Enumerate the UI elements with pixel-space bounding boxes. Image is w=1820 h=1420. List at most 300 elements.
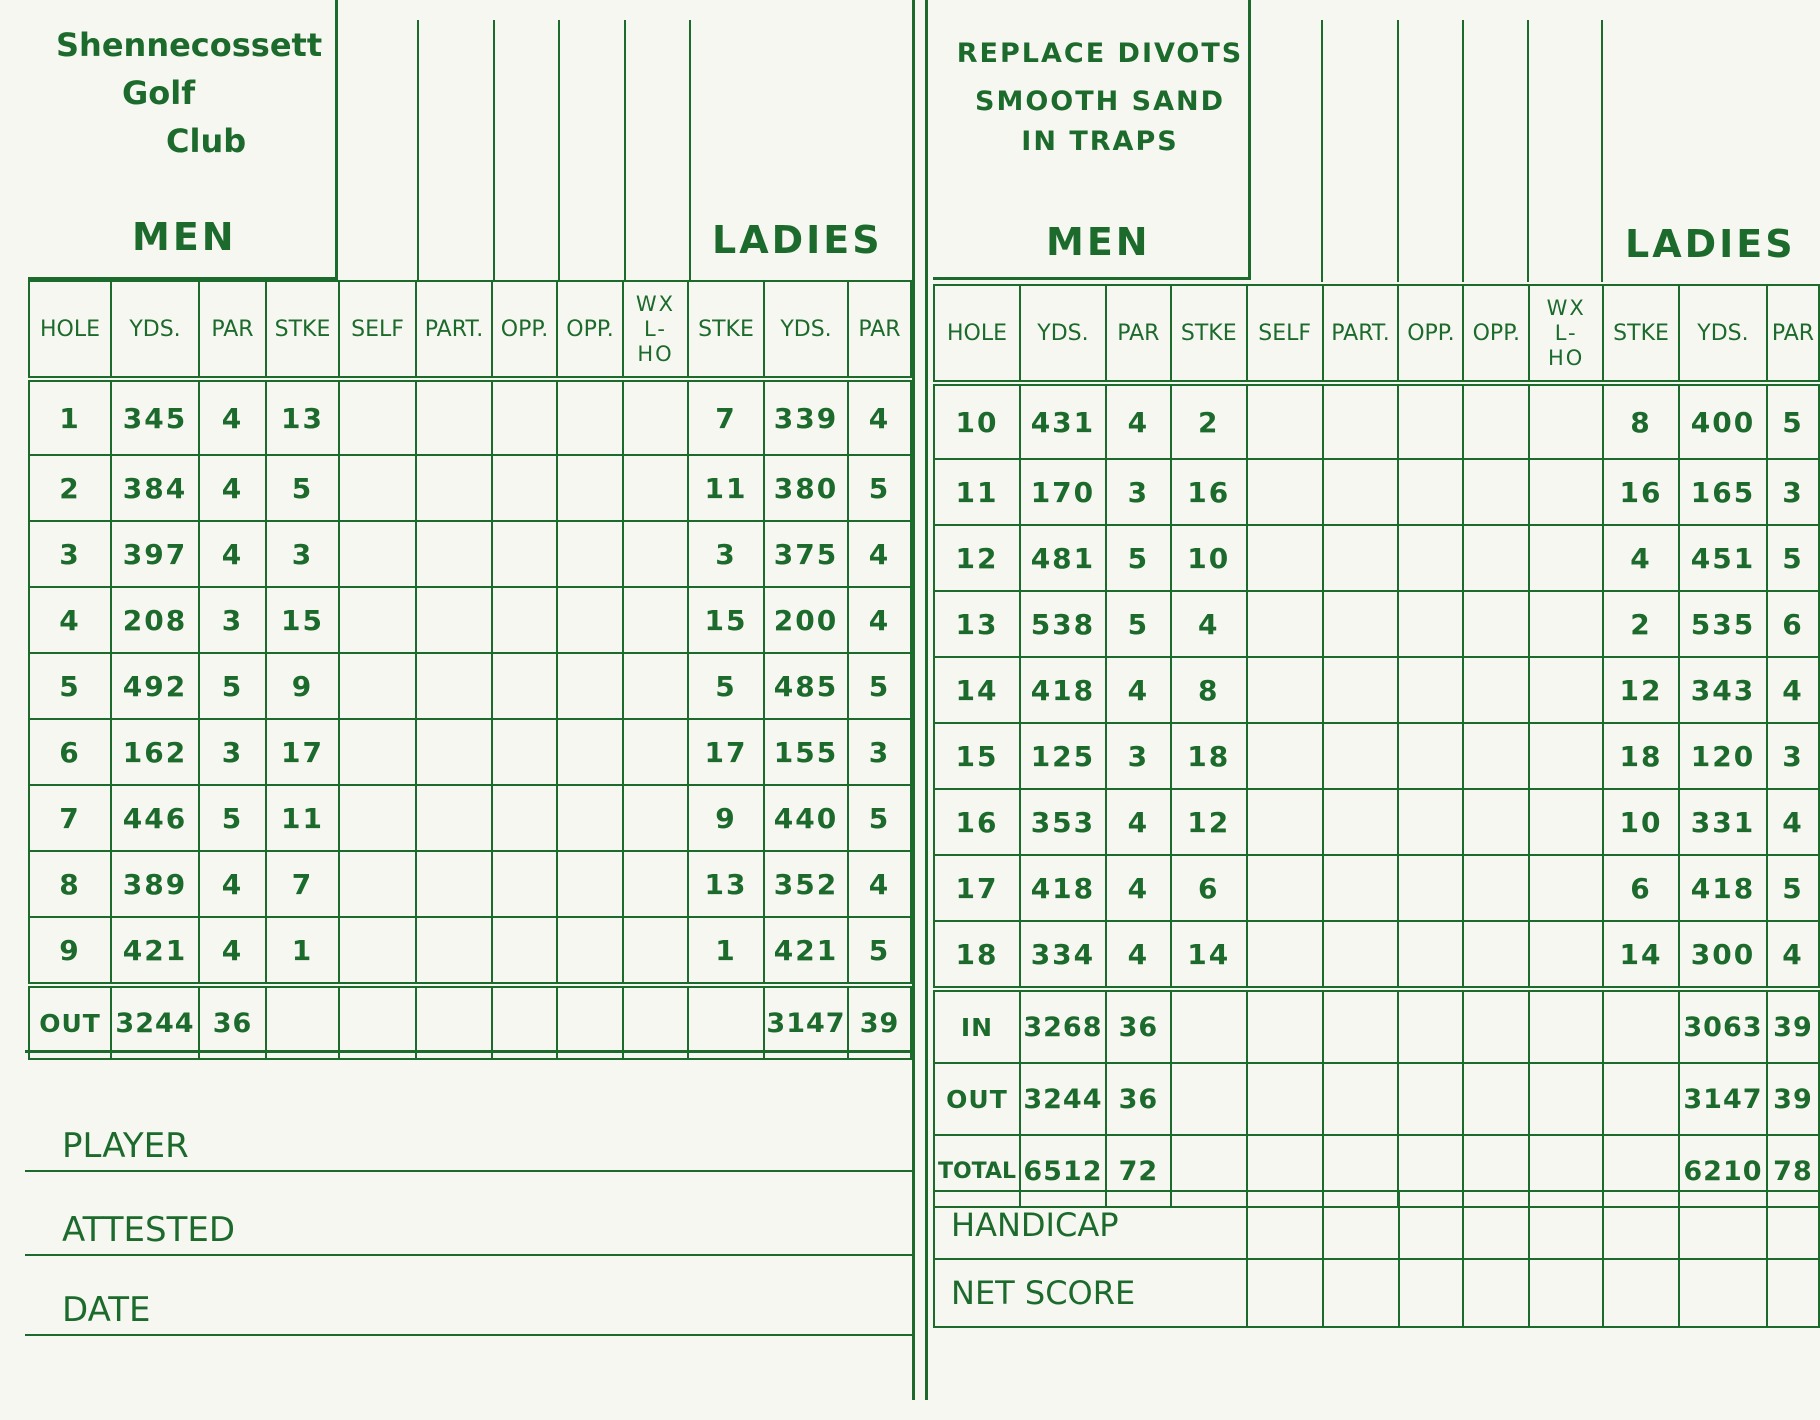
partner-score-cell[interactable] — [416, 985, 492, 1059]
opponent-1-score-cell[interactable] — [1398, 1063, 1463, 1135]
hole-row — [29, 785, 911, 851]
ladies-par-cell: 4 — [848, 851, 911, 917]
men-stroke-cell: 11 — [266, 785, 339, 851]
header-opponent-1-score: OPP. — [1398, 285, 1463, 383]
footer-top-rule — [25, 1050, 913, 1053]
hole-cell: IN — [934, 989, 1020, 1063]
header-men-stroke: STKE — [1171, 285, 1247, 383]
opponent-1-score-cell[interactable] — [1398, 723, 1463, 789]
wx-lho-cell[interactable] — [623, 719, 688, 785]
header-opponent-2-score: OPP. — [1463, 285, 1529, 383]
opponent-2-score-cell[interactable] — [557, 917, 623, 985]
opponent-2-score-cell[interactable] — [557, 587, 623, 653]
men-yards-cell: 125 — [1020, 723, 1106, 789]
men-par-cell: 5 — [199, 785, 266, 851]
opponent-1-score-cell[interactable] — [492, 851, 557, 917]
opponent-2-score-cell[interactable] — [1463, 921, 1529, 989]
ladies-yards-cell: 120 — [1679, 723, 1767, 789]
opponent-1-score-cell[interactable] — [492, 917, 557, 985]
men-par-cell: 3 — [199, 719, 266, 785]
opponent-1-score-cell[interactable] — [492, 719, 557, 785]
wx-lho-cell[interactable] — [1529, 657, 1603, 723]
header-partner-score: PART. — [1323, 285, 1399, 383]
date-label: DATE — [62, 1290, 151, 1330]
ladies-yards-cell: 331 — [1679, 789, 1767, 855]
men-stroke-cell: 8 — [1171, 657, 1247, 723]
self-score-cell[interactable] — [1247, 383, 1323, 459]
hole-cell: 12 — [934, 525, 1020, 591]
hole-row — [29, 917, 911, 985]
header-hole: HOLE — [29, 281, 111, 379]
header-wx-lho — [623, 281, 688, 379]
player-label: PLAYER — [62, 1126, 189, 1166]
header-ladies-par: PAR — [848, 281, 911, 379]
self-score-cell[interactable] — [1247, 657, 1323, 723]
men-stroke-cell: 12 — [1171, 789, 1247, 855]
men-par-cell: 5 — [1106, 525, 1171, 591]
hole-cell: 7 — [29, 785, 111, 851]
net-score-cell[interactable] — [1767, 1259, 1819, 1327]
opponent-2-score-cell[interactable] — [557, 985, 623, 1059]
column-divider — [1321, 20, 1323, 282]
men-label: MEN — [1046, 220, 1151, 264]
column-divider — [624, 20, 626, 282]
in-total-row — [934, 989, 1819, 1063]
ladies-par-cell: 6 — [1767, 591, 1819, 657]
wx-lho-cell[interactable] — [1529, 855, 1603, 921]
ladies-stroke-cell: 2 — [1603, 591, 1679, 657]
header-ladies-yards: YDS. — [764, 281, 848, 379]
header-men-yards: YDS. — [1020, 285, 1106, 383]
opponent-1-score-cell[interactable] — [492, 521, 557, 587]
ladies-par-cell: 5 — [848, 455, 911, 521]
hole-cell: OUT — [934, 1063, 1020, 1135]
ladies-yards-cell: 300 — [1679, 921, 1767, 989]
opponent-1-score-cell[interactable] — [1398, 459, 1463, 525]
wx-lho-line: L- — [1554, 320, 1578, 345]
ladies-stroke-cell: 18 — [1603, 723, 1679, 789]
net-score-cell[interactable] — [1247, 1259, 1323, 1327]
handicap-row — [934, 1191, 1819, 1259]
self-score-cell[interactable] — [339, 917, 416, 985]
men-yards-cell: 418 — [1020, 657, 1106, 723]
self-score-cell[interactable] — [339, 851, 416, 917]
ladies-stroke-cell: 6 — [1603, 855, 1679, 921]
self-score-cell[interactable] — [1247, 459, 1323, 525]
men-par-cell: 3 — [1106, 459, 1171, 525]
self-score-cell[interactable] — [1247, 525, 1323, 591]
opponent-1-score-cell[interactable] — [1398, 921, 1463, 989]
men-par-cell: 4 — [1106, 789, 1171, 855]
opponent-1-score-cell[interactable] — [492, 785, 557, 851]
self-score-cell[interactable] — [1247, 921, 1323, 989]
wx-lho-cell[interactable] — [1529, 383, 1603, 459]
hole-cell: 18 — [934, 921, 1020, 989]
wx-lho-cell[interactable] — [623, 785, 688, 851]
men-par-cell: 4 — [199, 917, 266, 985]
back-nine-table — [933, 284, 1820, 1208]
opponent-1-score-cell[interactable] — [492, 587, 557, 653]
header-hole: HOLE — [934, 285, 1020, 383]
player-signature-line[interactable] — [25, 1170, 913, 1172]
opponent-1-score-cell[interactable] — [1398, 525, 1463, 591]
opponent-2-score-cell[interactable] — [1463, 657, 1529, 723]
partner-score-cell[interactable] — [1323, 855, 1399, 921]
partner-score-cell[interactable] — [416, 785, 492, 851]
wx-lho-cell[interactable] — [623, 653, 688, 719]
out-total-row — [934, 1063, 1819, 1135]
ladies-yards-cell: 485 — [764, 653, 848, 719]
opponent-2-score-cell[interactable] — [1463, 723, 1529, 789]
header-men-yards: YDS. — [111, 281, 199, 379]
header-ladies-stroke: STKE — [688, 281, 764, 379]
partner-score-cell[interactable] — [416, 587, 492, 653]
notice-line-1: REPLACE DIVOTS — [956, 38, 1244, 69]
handicap-cell[interactable] — [1247, 1191, 1323, 1259]
self-score-cell[interactable] — [339, 653, 416, 719]
column-header-row — [29, 281, 911, 379]
ladies-stroke-cell — [1603, 1063, 1679, 1135]
header-ladies-yards: YDS. — [1679, 285, 1767, 383]
ladies-yards-cell: 535 — [1679, 591, 1767, 657]
ladies-yards-cell: 380 — [764, 455, 848, 521]
men-yards-cell: 389 — [111, 851, 199, 917]
wx-lho-cell[interactable] — [623, 379, 688, 455]
column-divider — [493, 20, 495, 282]
wx-lho-line: WX — [1546, 295, 1586, 320]
partner-score-cell[interactable] — [1323, 723, 1399, 789]
self-score-cell[interactable] — [1247, 591, 1323, 657]
men-yards-cell: 345 — [111, 379, 199, 455]
ladies-stroke-cell: 11 — [688, 455, 764, 521]
ladies-yards-cell: 400 — [1679, 383, 1767, 459]
self-score-cell[interactable] — [1247, 1063, 1323, 1135]
wx-lho-cell[interactable] — [623, 985, 688, 1059]
self-score-cell[interactable] — [339, 719, 416, 785]
self-score-cell[interactable] — [1247, 789, 1323, 855]
partner-score-cell[interactable] — [416, 455, 492, 521]
ladies-yards-cell: 375 — [764, 521, 848, 587]
men-stroke-cell: 9 — [266, 653, 339, 719]
opponent-2-score-cell[interactable] — [1463, 591, 1529, 657]
partner-score-cell[interactable] — [1323, 1063, 1399, 1135]
header-self-score: SELF — [339, 281, 416, 379]
self-score-cell[interactable] — [1247, 989, 1323, 1063]
ladies-stroke-cell: 14 — [1603, 921, 1679, 989]
partner-score-cell[interactable] — [1323, 989, 1399, 1063]
opponent-1-score-cell[interactable] — [1398, 383, 1463, 459]
ladies-par-cell: 3 — [1767, 459, 1819, 525]
ladies-par-cell: 5 — [1767, 525, 1819, 591]
opponent-2-score-cell[interactable] — [1463, 1063, 1529, 1135]
opponent-2-score-cell[interactable] — [557, 785, 623, 851]
ladies-par-cell: 5 — [1767, 383, 1819, 459]
self-score-cell[interactable] — [339, 985, 416, 1059]
men-yards-cell: 208 — [111, 587, 199, 653]
wx-lho-cell[interactable] — [1529, 723, 1603, 789]
opponent-2-score-cell[interactable] — [557, 455, 623, 521]
net-score-cell[interactable] — [1603, 1259, 1679, 1327]
column-divider — [417, 20, 419, 282]
handicap-cell[interactable] — [1529, 1191, 1603, 1259]
handicap-cell[interactable] — [1767, 1191, 1819, 1259]
opponent-1-score-cell[interactable] — [1398, 591, 1463, 657]
ladies-stroke-cell: 1 — [688, 917, 764, 985]
partner-score-cell[interactable] — [416, 719, 492, 785]
opponent-2-score-cell[interactable] — [1463, 459, 1529, 525]
men-par-cell: 3 — [199, 587, 266, 653]
men-stroke-cell: 17 — [266, 719, 339, 785]
partner-score-cell[interactable] — [1323, 525, 1399, 591]
ladies-label: LADIES — [1625, 222, 1796, 266]
ladies-label: LADIES — [712, 218, 883, 262]
opponent-1-score-cell[interactable] — [492, 455, 557, 521]
ladies-yards-cell: 343 — [1679, 657, 1767, 723]
handicap-cell[interactable] — [1463, 1191, 1529, 1259]
wx-lho-line: HO — [1548, 345, 1585, 370]
opponent-2-score-cell[interactable] — [557, 521, 623, 587]
hole-cell: 10 — [934, 383, 1020, 459]
notice-line-3: IN TRAPS — [1021, 126, 1179, 157]
header-ladies-stroke: STKE — [1603, 285, 1679, 383]
handicap-label: HANDICAP — [934, 1191, 1247, 1259]
opponent-2-score-cell[interactable] — [1463, 525, 1529, 591]
attested-label: ATTESTED — [62, 1210, 236, 1250]
ladies-par-cell: 3 — [848, 719, 911, 785]
wx-lho-cell[interactable] — [623, 455, 688, 521]
ladies-stroke-cell: 15 — [688, 587, 764, 653]
opponent-1-score-cell[interactable] — [1398, 855, 1463, 921]
ladies-par-cell: 4 — [1767, 657, 1819, 723]
ladies-yards-cell: 352 — [764, 851, 848, 917]
handicap-cell[interactable] — [1603, 1191, 1679, 1259]
ladies-stroke-cell: 5 — [688, 653, 764, 719]
header-opponent-2-score: OPP. — [557, 281, 623, 379]
header-opponent-1-score: OPP. — [492, 281, 557, 379]
self-score-cell[interactable] — [1247, 723, 1323, 789]
handicap-cell[interactable] — [1679, 1191, 1767, 1259]
hole-cell: 3 — [29, 521, 111, 587]
opponent-2-score-cell[interactable] — [557, 851, 623, 917]
back-nine-panel — [930, 0, 1820, 1420]
column-divider — [1527, 20, 1529, 282]
wx-lho-cell[interactable] — [623, 587, 688, 653]
ladies-yards-cell: 155 — [764, 719, 848, 785]
men-yards-cell: 3244 — [1020, 1063, 1106, 1135]
men-par-cell: 4 — [1106, 921, 1171, 989]
men-par-cell: 4 — [1106, 855, 1171, 921]
opponent-2-score-cell[interactable] — [557, 379, 623, 455]
ladies-par-cell: 4 — [1767, 789, 1819, 855]
net-score-cell[interactable] — [1323, 1259, 1399, 1327]
header-men-stroke: STKE — [266, 281, 339, 379]
ladies-par-cell: 5 — [848, 785, 911, 851]
hole-row — [934, 855, 1819, 921]
ladies-stroke-cell: 9 — [688, 785, 764, 851]
ladies-stroke-cell: 4 — [1603, 525, 1679, 591]
opponent-1-score-cell[interactable] — [492, 985, 557, 1059]
partner-score-cell[interactable] — [416, 917, 492, 985]
column-divider — [1601, 20, 1603, 282]
opponent-2-score-cell[interactable] — [1463, 789, 1529, 855]
self-score-cell[interactable] — [1247, 855, 1323, 921]
wx-lho-cell[interactable] — [1529, 459, 1603, 525]
wx-lho-cell[interactable] — [1529, 789, 1603, 855]
partner-score-cell[interactable] — [1323, 459, 1399, 525]
ladies-par-cell: 39 — [1767, 989, 1819, 1063]
wx-lho-cell[interactable] — [1529, 989, 1603, 1063]
partner-score-cell[interactable] — [1323, 591, 1399, 657]
header-partner-score: PART. — [416, 281, 492, 379]
men-stroke-cell: 15 — [266, 587, 339, 653]
wx-lho-cell[interactable] — [1529, 1063, 1603, 1135]
ladies-yards-cell: 165 — [1679, 459, 1767, 525]
ladies-stroke-cell: 3 — [688, 521, 764, 587]
column-divider — [689, 20, 691, 282]
opponent-1-score-cell[interactable] — [1398, 789, 1463, 855]
men-par-cell: 4 — [199, 455, 266, 521]
ladies-stroke-cell: 12 — [1603, 657, 1679, 723]
partner-score-cell[interactable] — [416, 851, 492, 917]
net-score-cell[interactable] — [1463, 1259, 1529, 1327]
men-stroke-cell: 2 — [1171, 383, 1247, 459]
header-self-score: SELF — [1247, 285, 1323, 383]
men-stroke-cell: 4 — [1171, 591, 1247, 657]
column-divider — [558, 20, 560, 282]
handicap-table — [933, 1190, 1820, 1328]
opponent-1-score-cell[interactable] — [1398, 657, 1463, 723]
partner-score-cell[interactable] — [1323, 789, 1399, 855]
partner-score-cell[interactable] — [1323, 921, 1399, 989]
men-stroke-cell: 10 — [1171, 525, 1247, 591]
net-score-cell[interactable] — [1399, 1259, 1464, 1327]
wx-lho-cell[interactable] — [623, 521, 688, 587]
column-header-row — [934, 285, 1819, 383]
hole-cell: 13 — [934, 591, 1020, 657]
net-score-cell[interactable] — [1529, 1259, 1603, 1327]
wx-lho-cell[interactable] — [1529, 591, 1603, 657]
ladies-stroke-cell: 13 — [688, 851, 764, 917]
hole-cell: 9 — [29, 917, 111, 985]
men-yards-cell: 421 — [111, 917, 199, 985]
partner-score-cell[interactable] — [416, 379, 492, 455]
opponent-1-score-cell[interactable] — [1398, 989, 1463, 1063]
opponent-2-score-cell[interactable] — [1463, 855, 1529, 921]
ladies-par-cell: 78 — [1767, 1135, 1819, 1207]
net-score-cell[interactable] — [1679, 1259, 1767, 1327]
men-stroke-cell: 3 — [266, 521, 339, 587]
club-name-line-2: Golf — [122, 74, 196, 112]
wx-lho-cell[interactable] — [1529, 921, 1603, 989]
men-yards-cell: 3268 — [1020, 989, 1106, 1063]
ladies-par-cell: 5 — [1767, 855, 1819, 921]
ladies-yards-cell: 6210 — [1679, 1135, 1767, 1207]
hole-row — [29, 587, 911, 653]
self-score-cell[interactable] — [339, 455, 416, 521]
hole-cell: 2 — [29, 455, 111, 521]
hole-row — [934, 723, 1819, 789]
hole-row — [934, 789, 1819, 855]
hole-row — [934, 459, 1819, 525]
partner-score-cell[interactable] — [1323, 383, 1399, 459]
hole-row — [934, 525, 1819, 591]
net-score-row — [934, 1259, 1819, 1327]
men-par-cell: 3 — [1106, 723, 1171, 789]
ladies-yards-cell: 3147 — [764, 985, 848, 1059]
opponent-1-score-cell[interactable] — [492, 379, 557, 455]
hole-cell: 15 — [934, 723, 1020, 789]
men-yards-cell: 334 — [1020, 921, 1106, 989]
wx-lho-cell[interactable] — [623, 851, 688, 917]
ladies-yards-cell: 200 — [764, 587, 848, 653]
self-score-cell[interactable] — [339, 379, 416, 455]
men-yards-cell: 384 — [111, 455, 199, 521]
ladies-yards-cell: 3147 — [1679, 1063, 1767, 1135]
men-stroke-cell — [266, 985, 339, 1059]
men-par-cell: 4 — [1106, 383, 1171, 459]
men-stroke-cell: 7 — [266, 851, 339, 917]
men-par-cell: 4 — [199, 521, 266, 587]
header-ladies-par: PAR — [1767, 285, 1819, 383]
column-divider — [1462, 20, 1464, 282]
hole-cell: 5 — [29, 653, 111, 719]
opponent-1-score-cell[interactable] — [492, 653, 557, 719]
opponent-2-score-cell[interactable] — [557, 653, 623, 719]
men-yards-cell: 6512 — [1020, 1135, 1106, 1207]
handicap-cell[interactable] — [1323, 1191, 1399, 1259]
wx-lho-cell[interactable] — [1529, 525, 1603, 591]
fold-line — [912, 0, 915, 1400]
hole-cell: 16 — [934, 789, 1020, 855]
partner-score-cell[interactable] — [1323, 657, 1399, 723]
self-score-cell[interactable] — [339, 785, 416, 851]
hole-cell: OUT — [29, 985, 111, 1059]
men-par-cell: 5 — [1106, 591, 1171, 657]
self-score-cell[interactable] — [339, 521, 416, 587]
wx-lho-cell[interactable] — [623, 917, 688, 985]
ladies-par-cell: 4 — [848, 379, 911, 455]
attested-signature-line[interactable] — [25, 1254, 913, 1256]
opponent-2-score-cell[interactable] — [557, 719, 623, 785]
partner-score-cell[interactable] — [416, 653, 492, 719]
men-yards-cell: 446 — [111, 785, 199, 851]
men-par-cell: 4 — [199, 379, 266, 455]
ladies-yards-cell: 418 — [1679, 855, 1767, 921]
hole-row — [29, 719, 911, 785]
column-divider — [1397, 20, 1399, 282]
hole-row — [29, 851, 911, 917]
hole-cell: 11 — [934, 459, 1020, 525]
partner-score-cell[interactable] — [416, 521, 492, 587]
opponent-2-score-cell[interactable] — [1463, 383, 1529, 459]
hole-row — [934, 591, 1819, 657]
ladies-stroke-cell: 10 — [1603, 789, 1679, 855]
men-yards-cell: 353 — [1020, 789, 1106, 855]
wx-lho-line: WX — [635, 291, 676, 316]
men-par-cell: 4 — [199, 851, 266, 917]
men-par-cell: 36 — [1106, 989, 1171, 1063]
self-score-cell[interactable] — [339, 587, 416, 653]
header-men-par: PAR — [1106, 285, 1171, 383]
ladies-stroke-cell — [688, 985, 764, 1059]
hole-row — [934, 383, 1819, 459]
opponent-2-score-cell[interactable] — [1463, 989, 1529, 1063]
ladies-stroke-cell: 8 — [1603, 383, 1679, 459]
front-nine-table — [28, 280, 912, 1060]
handicap-cell[interactable] — [1399, 1191, 1464, 1259]
club-name-line-3: Club — [166, 122, 247, 160]
date-line[interactable] — [25, 1334, 913, 1336]
